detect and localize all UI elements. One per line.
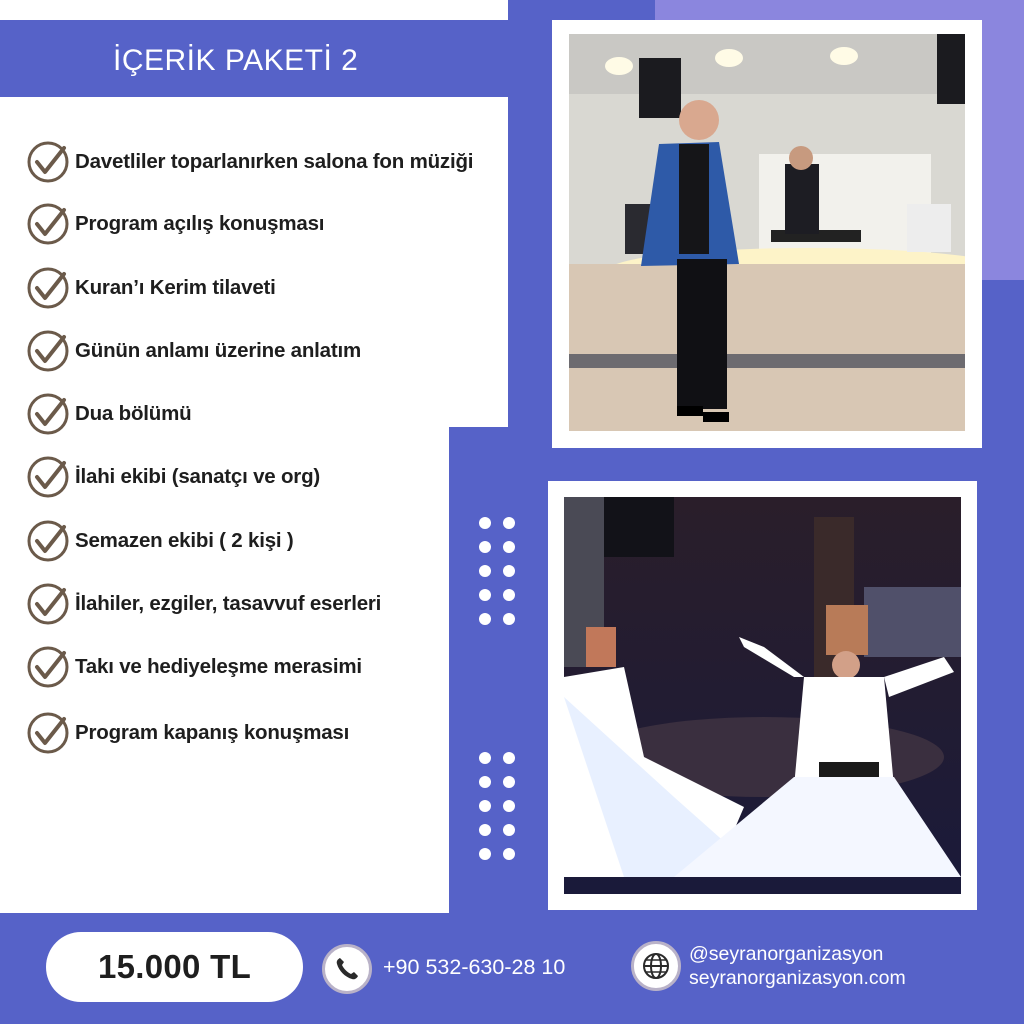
item-label: Takı ve hediyeleşme merasimi	[75, 655, 362, 678]
item-label: Dua bölümü	[75, 402, 192, 425]
list-item	[26, 454, 320, 500]
event-photo-singer	[569, 34, 965, 431]
top-strip	[0, 0, 508, 20]
item-label: Program açılış konuşması	[75, 212, 325, 235]
list-item	[26, 139, 473, 185]
social-handle[interactable]: @seyranorganizasyon	[689, 943, 884, 965]
list-item	[26, 710, 349, 756]
check-circle-icon	[26, 455, 70, 499]
item-label: Semazen ekibi ( 2 kişi )	[75, 529, 294, 552]
website-link[interactable]: seyranorganizasyon.com	[689, 967, 906, 989]
item-label: Davetliler toparlanırken salona fon müziği	[75, 150, 474, 173]
globe-icon[interactable]	[631, 941, 681, 991]
list-item	[26, 391, 191, 437]
list-item	[26, 518, 294, 564]
check-circle-icon	[26, 329, 70, 373]
check-circle-icon	[26, 582, 70, 626]
item-label: İlahi ekibi (sanatçı ve org)	[75, 465, 321, 488]
photo-frame	[548, 481, 977, 910]
list-item	[26, 201, 324, 247]
phone-icon[interactable]	[322, 944, 372, 994]
price-text: 15.000 TL	[97, 948, 252, 985]
list-item	[26, 581, 381, 627]
list-item	[26, 328, 361, 374]
check-circle-icon	[26, 711, 70, 755]
photo-frame	[552, 20, 982, 448]
check-circle-icon	[26, 645, 70, 689]
check-circle-icon	[26, 392, 70, 436]
list-item	[26, 644, 362, 690]
price-badge	[46, 932, 303, 1002]
check-circle-icon	[26, 519, 70, 563]
phone-number[interactable]: +90 532-630-28 10	[383, 955, 566, 979]
list-item	[26, 265, 276, 311]
check-circle-icon	[26, 140, 70, 184]
page-title: İÇERİK PAKETİ 2	[113, 44, 359, 77]
item-label: İlahiler, ezgiler, tasavvuf eserleri	[75, 592, 382, 615]
event-photo-semazen	[564, 497, 961, 894]
check-circle-icon	[26, 202, 70, 246]
check-circle-icon	[26, 266, 70, 310]
item-label: Program kapanış konuşması	[75, 721, 350, 744]
item-label: Günün anlamı üzerine anlatım	[75, 339, 362, 362]
item-label: Kuran’ı Kerim tilaveti	[75, 276, 276, 299]
